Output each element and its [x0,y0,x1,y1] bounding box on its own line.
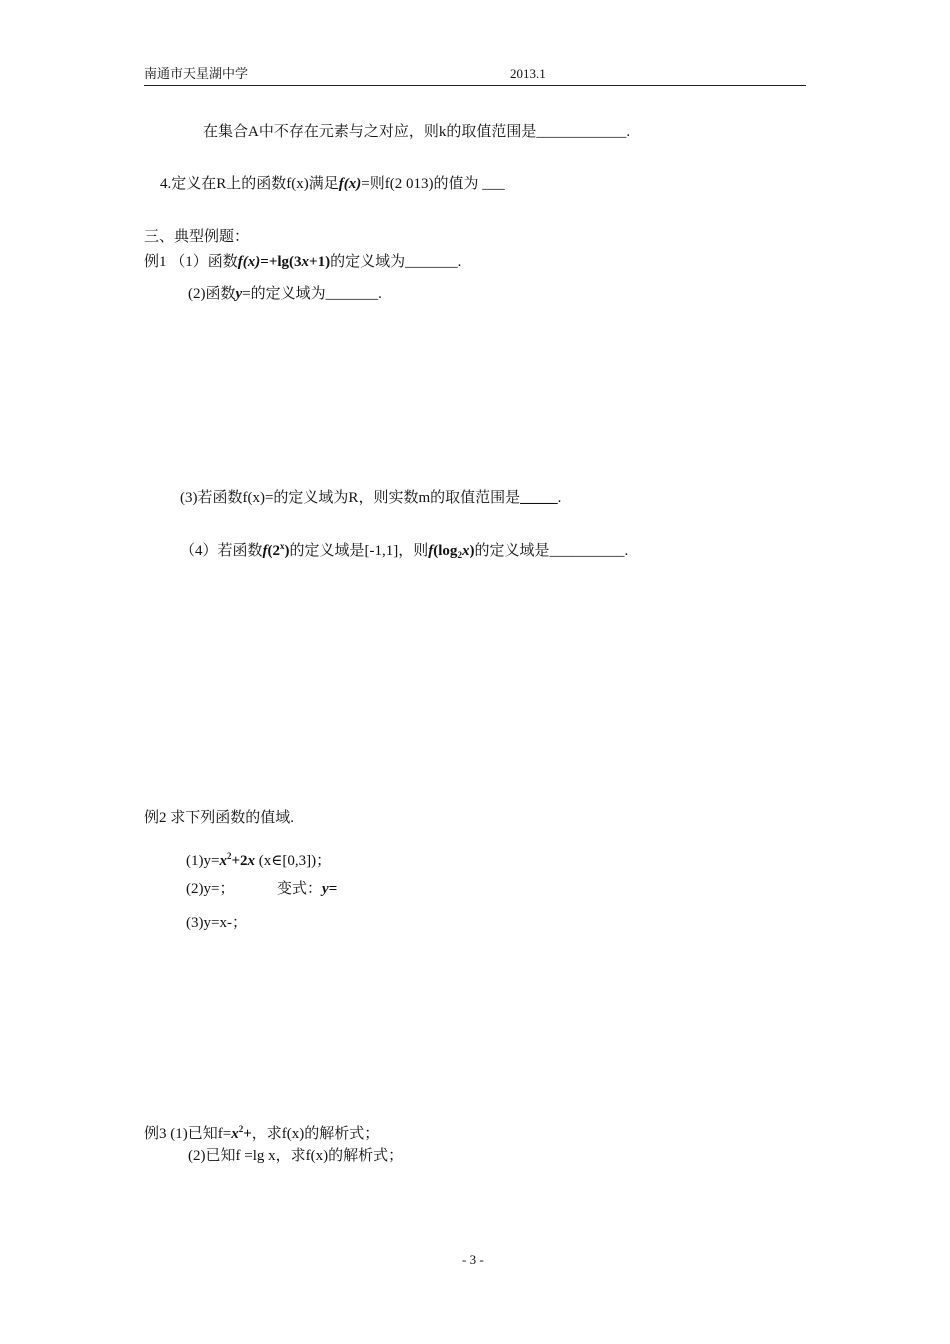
math-expr: f [262,543,268,559]
math-expr: + [243,1126,252,1142]
header-rule [144,85,806,86]
text-fragment: ，求f(x)的解析式； [251,1126,380,1142]
math-expr: x [247,853,256,869]
example-2-part-1 [186,846,331,871]
example-2-part-3: (3)y=x-； [186,915,247,931]
text-line: 在集合A中不存在元素与之对应，则k的取值范围是____________. [203,124,631,140]
text-fragment: 的定义域是[-1,1]，则 [289,543,429,559]
page-number: - 3 - [462,1252,484,1267]
math-expr: x [219,853,227,869]
text-fragment: （4）若函数 [180,543,263,559]
example-2-part-2: (2)y=； [186,881,235,897]
section-heading: 三、典型例题： [144,229,250,245]
math-expr: ) [469,543,475,559]
text-fragment: 例1 （1）函数 [144,254,238,270]
header-school: 南通市天星湖中学 [144,66,249,81]
text-fragment: . [557,490,562,506]
math-expr: +1) [309,254,331,270]
text-fragment: (x∈[0,3])； [255,853,332,869]
math-expr: x [231,1126,239,1142]
math-expr: y [322,881,329,897]
math-superscript: 2 [238,1124,244,1134]
text-fragment: (2)函数 [188,286,236,302]
math-superscript: x [280,541,285,551]
example-2-title: 例2 求下列函数的值域. [144,810,295,826]
math-expr: =+lg(3 [260,254,302,270]
header-date: 2013.1 [510,66,546,81]
math-expr: x [301,254,310,270]
text-fragment: 例3 (1)已知f= [144,1126,232,1142]
text-fragment: 变式： [277,881,323,897]
example-3-part-1 [144,1119,379,1144]
math-expr: ) [284,543,290,559]
math-expr: = [328,881,338,897]
text-fragment: (1)y= [186,853,220,869]
text-fragment: 4.定义在R上的函数f(x)满足 [160,176,339,192]
math-subscript: 2 [457,550,462,560]
math-superscript: 2 [226,851,232,861]
example-1-part-1 [144,252,461,272]
math-expr: (log [433,543,458,559]
math-expr: f [428,543,434,559]
text-fragment: 的定义域为_______. [330,254,462,270]
question-4 [160,174,505,194]
answer-blank: _____ [520,490,558,506]
math-expr: +2 [231,853,248,869]
math-expr: f(x) [338,176,362,192]
math-expr: (2 [267,543,281,559]
text-fragment: (3)若函数f(x)=的定义域为R，则实数m的取值范围是 [180,490,521,506]
math-expr: f(x) [237,254,261,270]
text-fragment: =的定义域为_______. [242,286,382,302]
example-2-variant [277,879,337,899]
example-1-part-4 [180,536,628,565]
example-1-part-3 [180,488,561,508]
math-expr: x [461,543,470,559]
text-fragment: =则f(2 013)的值为 ___ [361,176,505,192]
example-1-part-2 [188,284,382,304]
math-expr: y [235,286,243,302]
text-fragment: 的定义域是__________. [474,543,629,559]
example-3-part-2: (2)已知f =lg x，求f(x)的解析式； [188,1148,404,1164]
